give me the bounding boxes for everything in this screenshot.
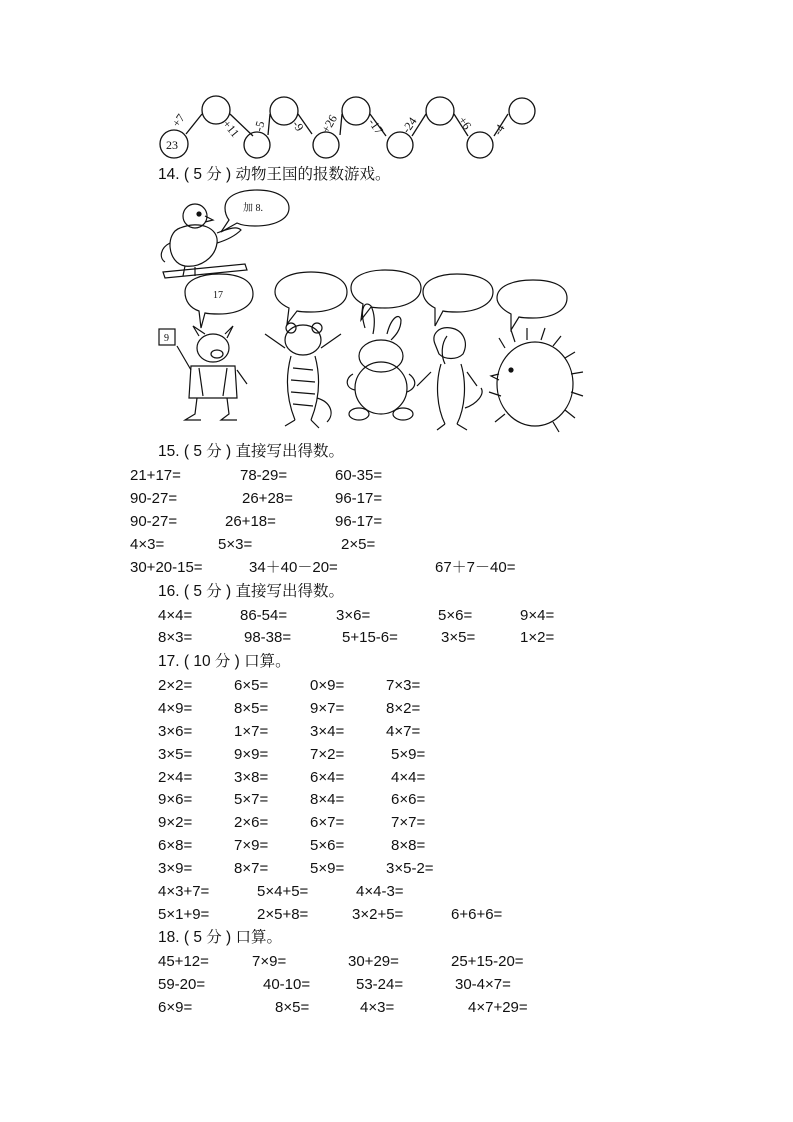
chain-op: +26 (318, 112, 340, 136)
q18-item: 45+12= (158, 953, 209, 970)
q17-item: 4×4-3= (356, 883, 404, 900)
q17-item: 8×7= (234, 860, 269, 877)
q18-item: 25+15-20= (451, 953, 524, 970)
q15-item: 26+28= (242, 490, 293, 507)
q16-item: 8×3= (158, 629, 193, 646)
q15-item: 21+17= (130, 467, 181, 484)
chain-op: +7 (168, 111, 188, 130)
q15-item: 34＋40－20= (249, 559, 338, 576)
rabbit-speech-bubble (351, 270, 421, 320)
q15-item: 90-27= (130, 490, 178, 507)
q18-item: 30-4×7= (455, 976, 511, 993)
q16-item: 3×6= (336, 607, 371, 624)
dog-figure (417, 328, 482, 430)
q17-item: 7×3= (386, 677, 421, 694)
q17-item: 3×8= (234, 769, 269, 786)
q17-item: 3×4= (310, 723, 345, 740)
q15-item: 60-35= (335, 467, 383, 484)
q17-item: 5×6= (310, 837, 345, 854)
chain-blank-circle (270, 97, 298, 125)
q17-item: 4×4= (391, 769, 426, 786)
pig-card-number: 9 (164, 333, 169, 344)
q17-item: 3×2+5= (352, 906, 404, 923)
q16-item: 5+15-6= (342, 629, 398, 646)
q17-item: 5×9= (391, 746, 426, 763)
q15-item: 67＋7－40= (435, 559, 516, 576)
q15-item: 96-17= (335, 490, 383, 507)
pig-speech-bubble (185, 274, 253, 328)
q15-item: 5×3= (218, 536, 253, 553)
q17-item: 4×9= (158, 700, 193, 717)
q15-item: 30+20-15= (130, 559, 203, 576)
rabbit-figure (347, 304, 415, 420)
q18-item: 30+29= (348, 953, 399, 970)
q17-item: 7×2= (310, 746, 345, 763)
q15-item: 96-17= (335, 513, 383, 530)
q17-item: 4×3+7= (158, 883, 210, 900)
q17-item: 8×8= (391, 837, 426, 854)
q17-item: 8×2= (386, 700, 421, 717)
chain-blank-circle (313, 132, 339, 158)
q18-item: 7×9= (252, 953, 287, 970)
q15-item: 90-27= (130, 513, 178, 530)
chain-blank-circle (509, 98, 535, 124)
q16-item: 1×2= (520, 629, 555, 646)
q17-item: 6+6+6= (451, 906, 503, 923)
q17-item: 9×7= (310, 700, 345, 717)
q17-item: 1×7= (234, 723, 269, 740)
q17-item: 6×7= (310, 814, 345, 831)
dog-speech-bubble (423, 274, 493, 326)
q14-title: 14. ( 5 分 ) 动物王国的报数游戏。 (158, 166, 391, 183)
q17-item: 6×8= (158, 837, 193, 854)
chain-blank-circle (342, 97, 370, 125)
q18-item: 53-24= (356, 976, 404, 993)
q17-title: 17. ( 10 分 ) 口算。 (158, 653, 291, 670)
q17-item: 6×4= (310, 769, 345, 786)
q15-item: 4×3= (130, 536, 165, 553)
q16-item: 5×6= (438, 607, 473, 624)
chain-op: -17 (365, 115, 387, 137)
q15-item: 2×5= (341, 536, 376, 553)
q17-item: 6×5= (234, 677, 269, 694)
q17-item: 5×1+9= (158, 906, 210, 923)
chain-op: -9 (289, 117, 307, 134)
q17-item: 0×9= (310, 677, 345, 694)
q17-item: 6×6= (391, 791, 426, 808)
tiger-figure (265, 323, 341, 428)
q16-item: 86-54= (240, 607, 288, 624)
chain-op: -24 (398, 114, 420, 136)
chain-op: +6 (455, 113, 475, 133)
tiger-speech-bubble (275, 272, 347, 324)
chain-op: -4 (490, 121, 508, 138)
q16-title: 16. ( 5 分 ) 直接写出得数。 (158, 583, 345, 600)
q17-item: 2×5+8= (257, 906, 309, 923)
q18-item: 4×3= (360, 999, 395, 1016)
hedgehog-figure (489, 328, 583, 432)
q15-item: 26+18= (225, 513, 276, 530)
q17-item: 8×4= (310, 791, 345, 808)
chain-blank-circle (244, 132, 270, 158)
chain-op: -5 (251, 119, 268, 133)
q17-item: 3×5= (158, 746, 193, 763)
number-chain (150, 88, 550, 163)
q18-title: 18. ( 5 分 ) 口算。 (158, 929, 283, 946)
chain-blank-circle (426, 97, 454, 125)
q18-item: 59-20= (158, 976, 206, 993)
q17-item: 2×4= (158, 769, 193, 786)
q17-item: 2×6= (234, 814, 269, 831)
chain-op: +11 (219, 116, 243, 140)
q17-item: 3×6= (158, 723, 193, 740)
q17-item: 3×9= (158, 860, 193, 877)
q18-item: 8×5= (275, 999, 310, 1016)
q17-item: 9×6= (158, 791, 193, 808)
q17-item: 3×5-2= (386, 860, 434, 877)
q17-item: 4×7= (386, 723, 421, 740)
q17-item: 5×4+5= (257, 883, 309, 900)
animal-game-illustration (155, 188, 585, 440)
q17-item: 5×9= (310, 860, 345, 877)
q15-item: 78-29= (240, 467, 288, 484)
q16-item: 3×5= (441, 629, 476, 646)
q16-item: 4×4= (158, 607, 193, 624)
eagle-figure (161, 204, 247, 278)
q18-item: 6×9= (158, 999, 193, 1016)
q17-item: 9×2= (158, 814, 193, 831)
q17-item: 8×5= (234, 700, 269, 717)
q18-item: 4×7+29= (468, 999, 528, 1016)
hedgehog-speech-bubble (497, 280, 567, 330)
q16-item: 9×4= (520, 607, 555, 624)
q17-item: 5×7= (234, 791, 269, 808)
pig-bubble-text: 17 (213, 290, 223, 301)
q16-item: 98-38= (244, 629, 292, 646)
q15-title: 15. ( 5 分 ) 直接写出得数。 (158, 443, 345, 460)
eagle-bubble-text: 加 8. (243, 203, 263, 214)
chain-start-number: 23 (166, 138, 178, 152)
q17-item: 7×7= (391, 814, 426, 831)
q18-item: 40-10= (263, 976, 311, 993)
q17-item: 9×9= (234, 746, 269, 763)
chain-blank-circle (467, 132, 493, 158)
pig-figure (177, 326, 247, 420)
q17-item: 2×2= (158, 677, 193, 694)
q17-item: 7×9= (234, 837, 269, 854)
